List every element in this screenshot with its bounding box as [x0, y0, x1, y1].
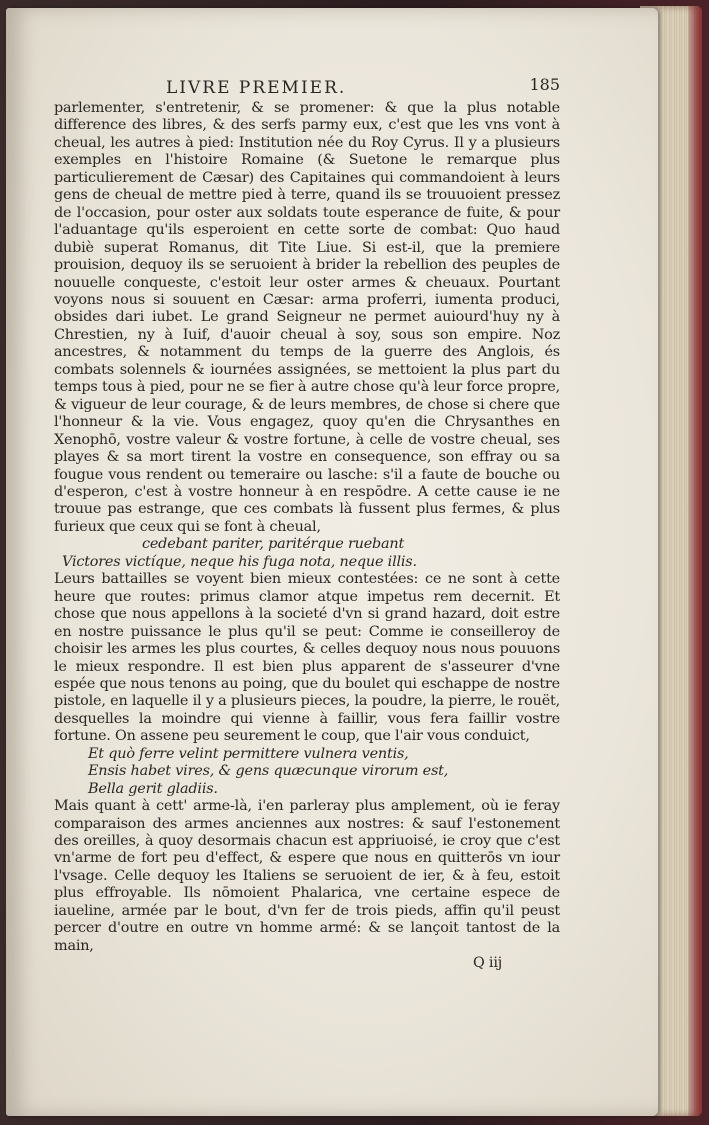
verse-2-line-1: Et quò ferre velint permittere vulnera ventis, [88, 745, 409, 762]
page-header [54, 74, 560, 100]
paragraph-3: Mais quant à cett' arme-là, i'en parleray plus amplement, où ie feray comparaison des armes anciennes aux nostres: & sauf l'estonement des oreilles, à quoy desormais chacun est appriuoisé, ie croy que c'est vn'arme de fort peu d'effect, & espere que nous en quitterōs vn iour l'vsage. Celle dequoy les Italiens se seruoient de ier, & à feu, estoit plus effroyable. Ils nōmoient Phalarica, vne certaine espece de iaueline, armée par le bout, d'vn fer de trois pieds, affin qu'il peust percer d'outre en outre vn homme armé: & se lançoit tantost de la main, [54, 798, 560, 954]
book-page [6, 8, 658, 1116]
running-head: LIVRE PREMIER. [166, 78, 347, 98]
verse-2-line-2: Ensis habet vires, & gens quæcunque virorum est, [88, 763, 449, 780]
signature-mark: Q iij [472, 955, 502, 972]
paragraph-2: Leurs battailles se voyent bien mieux contestées: ce ne sont à cette heure que routes: primus clamor atque impetus rem decernit. Et chose que nous appellons à la societé d'vn si grand hazard, doit estre en nostre puissance le plus qu'il se peut: Comme ie conseilleroy de choisir les armes les plus courtes, & celles dequoy nous nous pouuons le mieux respondre. Il est bien plus apparent de s'asseurer d'vne espée que nous tenons au poing, que du boulet qui eschappe de nostre pistole, en laquelle il y a plusieurs pieces, la poudre, la pierre, le rouët, desquelles la moindre qui vienne à faillir, vous fera faillir vostre fortune. On assene peu seurement le coup, que l'air vous conduict, [54, 571, 560, 745]
paragraph-1: parlementer, s'entretenir, & se promener: & que la plus notable difference des libres, & des serfs parmy eux, c'est que les vns vont à cheual, les autres à pied: Institution née du Roy Cyrus. Il y a plusieurs exemples en l'histoire Romaine (& Suetone le remarque plus particulierement de Cæsar) des Capitaines qui commandoient à leurs gens de cheual de mettre pied à terre, quand ils se trouuoient pressez de l'occasion, pour oster aux soldats toute esperance de fuite, & pour l'aduantage qu'ils esperoient en cette sorte de combat: Quo haud dubiè superat Romanus, dit Tite Liue. Si est-il, que la premiere prouision, dequoy ils se seruoient à brider la rebellion des peuples de nouuelle conqueste, c'estoit leur oster armes & cheuaux. Pourtant voyons nous si souuent en Cæsar: arma proferri, iumenta produci, obsides dari iubet. Le grand Seigneur ne permet auiourd'huy ny à Chrestien, ny à Iuif, d'auoir cheual à soy, sous son empire. Noz ancestres, & notamment du temps de la guerre des Anglois, és combats solennels & iournées assignées, se mettoient la plus part du temps tous à pied, pour ne se fier à autre chose qu'à leur force propre, & vigueur de leur courage, & de leurs membres, de chose si chere que l'honneur & la vie. Vous engagez, quoy qu'en die Chrysanthes en Xenophō, vostre valeur & vostre fortune, à celle de vostre cheual, ses playes & sa mort tirent la vostre en consequence, son effray ou sa fougue vous rendent ou temeraire ou lasche: s'il a faute de bouche ou d'esperon, c'est à vostre honneur à en respōdre. A cette cause ie ne trouue pas estrange, que ces combats là fussent plus fermes, & plus furieux que ceux qui se font à cheual, [54, 100, 560, 535]
page-number: 185 [529, 75, 560, 94]
verse-2-line-3: Bella gerit gladiis. [88, 780, 218, 797]
verse-1-line-2: Victores victíque, neque his fuga nota, neque illis. [62, 553, 417, 570]
verse-1-line-1: cedebant pariter, paritérque ruebant [142, 536, 405, 553]
text-block [54, 74, 560, 973]
